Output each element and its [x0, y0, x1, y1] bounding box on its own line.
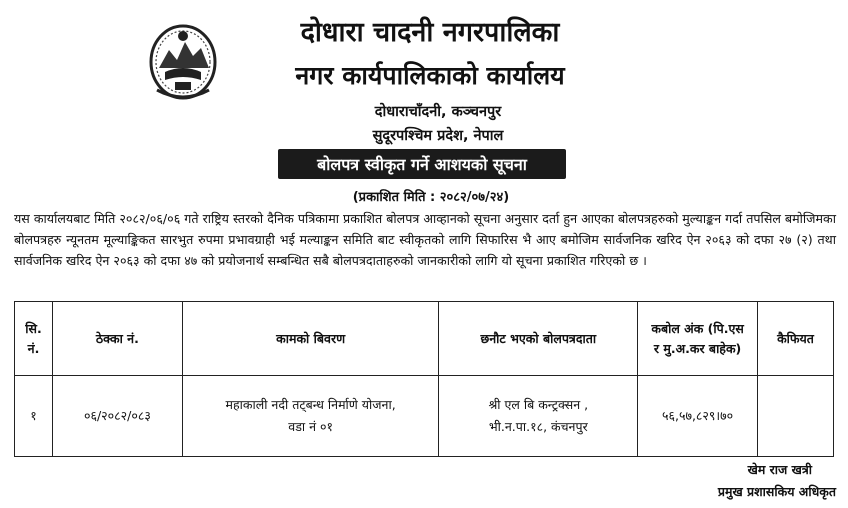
tender-table	[14, 301, 834, 457]
cell-description: महाकाली नदी तट्बन्ध निर्माणे योजना, वडा नं ०१	[182, 376, 439, 457]
notice-body: यस कार्यालयबाट मिति २०८२/०६/०६ गते राष्ट्रिय स्तरको दैनिक पत्रिकामा प्रकाशित बोलपत्र आव्हानको सूचना अनुसार दर्ता हुन आएका बोलपत्रहरुको मुल्याङ्कन गर्दा तपसिल बमोजिमका बोलपत्रहरु न्यूनतम मूल्याङ्किकत सारभुत रुपमा प्रभावग्राही भई मल्याङ्कन समिति बाट स्वीकृतको लागि सिफारिस भै आए बमोजिम सार्वजनिक खरिद ऐन २०६३ को दफा २७ (२) तथा सार्वजनिक खरिद ऐन २०६३ को दफा ४७ को प्रयोजनार्थ सम्बन्धित सबै बोलपत्रदाताहरुको जानकारीको लागि यो सूचना प्रकाशित गरिएको छ ।	[14, 211, 836, 268]
table-header-row	[15, 302, 834, 376]
col-header-contract-no: ठेक्का नं.	[52, 302, 182, 376]
published-date: (प्रकाशित मिति : २०८२/०७/२४)	[352, 190, 510, 205]
address-line-2: सुदूरपश्चिम प्रदेश, नेपाल	[372, 128, 504, 144]
cell-contract-no: ०६/२०८२/०८३	[52, 376, 182, 457]
col-header-description: कामको बिवरण	[182, 302, 439, 376]
notice-banner: बोलपत्र स्वीकृत गर्ने आशयको सूचना	[278, 149, 566, 179]
cell-remarks	[758, 376, 834, 457]
cell-serial: १	[15, 376, 53, 457]
cell-amount: ५६,५७,८२९।७०	[638, 376, 758, 457]
signatory-designation: प्रमुख प्रशासकिय अधिकृत	[717, 484, 836, 499]
cell-bidder: श्री एल बि कन्ट्रक्सन , भी.न.पा.१८, कंचनपुर	[439, 376, 638, 457]
office-title: दोधारा चादनी नगरपालिका	[300, 17, 560, 48]
col-header-serial: सि. नं.	[15, 302, 53, 376]
address-line-1: दोधाराचाँदनी, कञ्चनपुर	[374, 104, 502, 120]
table-row	[15, 376, 834, 457]
signatory-name: खेम राज खत्री	[747, 462, 812, 477]
col-header-bidder: छनौट भएको बोलपत्रदाता	[439, 302, 638, 376]
col-header-amount: कबोल अंक (पि.एस र मु.अ.कर बाहेक)	[638, 302, 758, 376]
col-header-remarks: कैफियत	[758, 302, 834, 376]
office-subtitle: नगर कार्यपालिकाको कार्यालय	[295, 61, 565, 90]
